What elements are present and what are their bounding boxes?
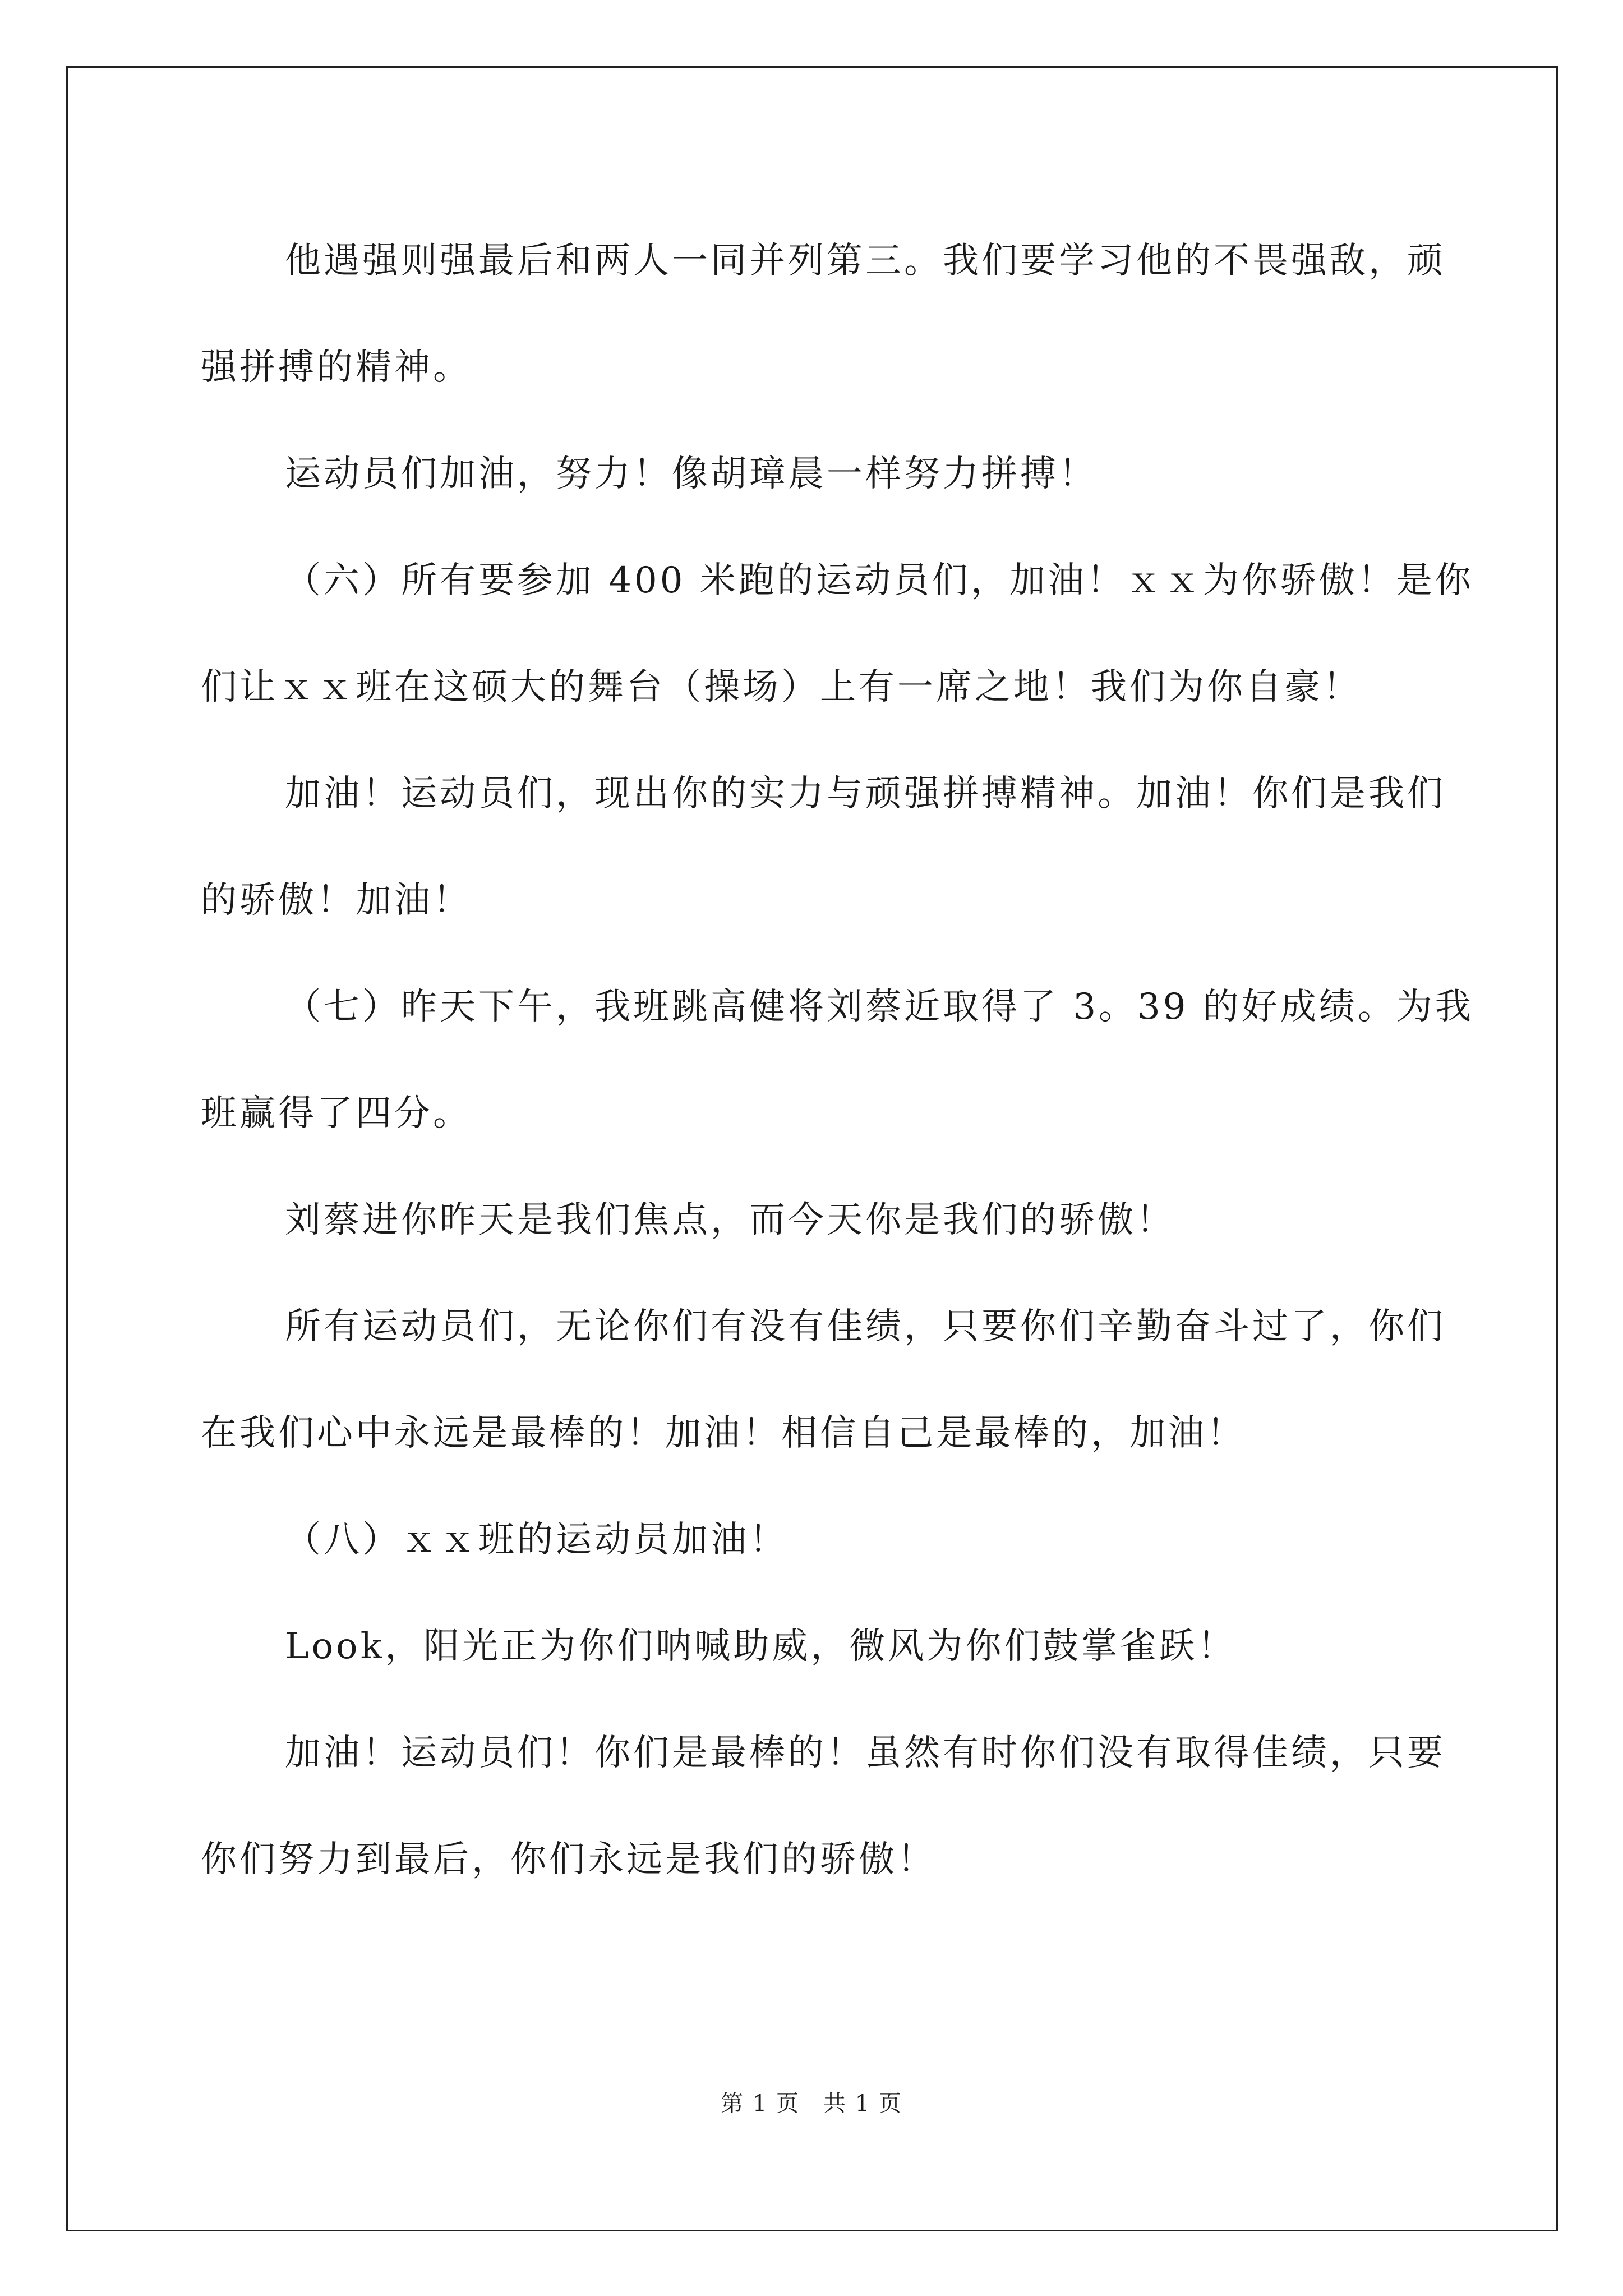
paragraph-6: 刘蔡进你昨天是我们焦点，而今天你是我们的骄傲！ xyxy=(285,1199,1175,1241)
paragraph-1: 他遇强则强最后和两人一同并列第三。我们要学习他的不畏强敌，顽强拼搏的精神。 xyxy=(201,240,1446,388)
paragraph-4: 加油！运动员们，现出你的实力与顽强拼搏精神。加油！你们是我们的骄傲！加油！ xyxy=(201,773,1446,921)
page-footer: 第 1 页 共 1 页 xyxy=(721,2091,902,2116)
paragraph-5: （七）昨天下午，我班跳高健将刘蔡近取得了 3。39 的好成绩。为我班赢得了四分。 xyxy=(201,986,1474,1134)
paragraph-7: 所有运动员们，无论你们有没有佳绩，只要你们辛勤奋斗过了，你们在我们心中永远是最棒的！加油！相信自己是最棒的，加油！ xyxy=(201,1306,1446,1454)
paragraph-10: 加油！运动员们！你们是最棒的！虽然有时你们没有取得佳绩，只要你们努力到最后，你们永远是我们的骄傲！ xyxy=(201,1732,1446,1880)
paragraph-3: （六）所有要参加 400 米跑的运动员们，加油！ｘｘ为你骄傲！是你们让ｘｘ班在这硕大的舞台（操场）上有一席之地！我们为你自豪！ xyxy=(201,560,1474,708)
paragraph-9: Look，阳光正为你们呐喊助威，微风为你们鼓掌雀跃！ xyxy=(285,1626,1237,1667)
document-body xyxy=(201,208,1474,1913)
paragraph-8: （八）ｘｘ班的运动员加油！ xyxy=(285,1519,788,1561)
paragraph-2: 运动员们加油，努力！像胡璋晨一样努力拼搏！ xyxy=(285,453,1098,495)
